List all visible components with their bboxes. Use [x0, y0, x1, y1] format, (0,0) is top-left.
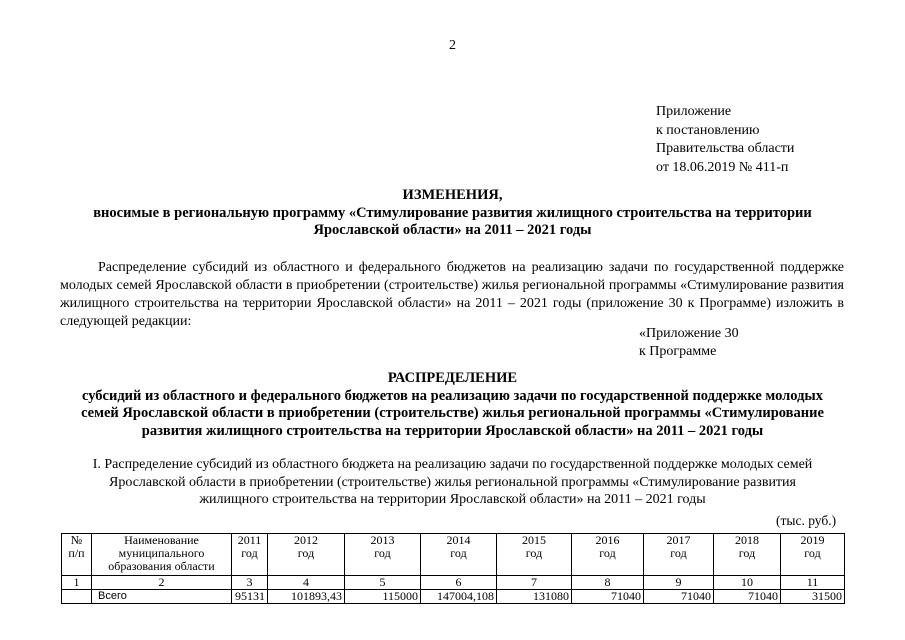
distribution-subtitle-line: семей Ярославской области в приобретении (строительстве) жилья региональной программы «Стимулирование — [81, 405, 824, 421]
value-cell: 71040 — [644, 590, 714, 604]
appendix-30-line: к Программе — [639, 344, 717, 359]
changes-title — [55, 187, 850, 240]
appendix-30-line: «Приложение 30 — [639, 326, 739, 341]
changes-heading: ИЗМЕНЕНИЯ, — [402, 187, 503, 203]
header-cell-year: 2016 год — [572, 534, 644, 576]
header-cell-year: 2012 год — [268, 534, 345, 576]
unit-label: (тыс. руб.) — [776, 513, 837, 528]
changes-subtitle-line: Ярославской области» на 2011 – 2021 годы — [313, 222, 592, 238]
value-cell: 95131 — [232, 590, 268, 604]
section-one-title — [55, 456, 850, 509]
distribution-title — [55, 370, 850, 440]
header-cell-number: № п/п — [62, 534, 92, 576]
value-cell: 115000 — [345, 590, 421, 604]
section-one-line: I. Распределение субсидий из областного бюджета на реализацию задачи по государственной поддержке молодых семей — [92, 457, 813, 472]
section-one-line: жилищного строительства на территории Ярославской области» на 2011 – 2021 годы — [199, 492, 706, 507]
appendix-line: от 18.06.2019 № 411-п — [656, 159, 789, 175]
value-cell: 131080 — [497, 590, 572, 604]
value-cell: 101893,43 — [268, 590, 345, 604]
header-cell-year: 2011 год — [232, 534, 268, 576]
appendix-30-reference — [639, 325, 739, 361]
page-number: 2 — [449, 38, 456, 53]
column-number-cell: 7 — [497, 576, 572, 590]
column-number-cell: 5 — [345, 576, 421, 590]
header-cell-year: 2019 год — [781, 534, 845, 576]
column-number-cell: 6 — [421, 576, 497, 590]
header-cell-year: 2018 год — [714, 534, 781, 576]
column-number-cell: 4 — [268, 576, 345, 590]
section-one-line: Ярославской области в приобретении (строительстве) жилья региональной программы «Стимулирование развития — [109, 474, 796, 490]
column-number-cell: 2 — [92, 576, 232, 590]
column-number-cell: 10 — [714, 576, 781, 590]
row-number-cell — [62, 590, 92, 604]
appendix-line: Приложение — [656, 104, 732, 119]
header-cell-year: 2014 год — [421, 534, 497, 576]
header-cell-name: Наименование муниципального образования области — [92, 534, 232, 576]
value-cell: 71040 — [714, 590, 781, 604]
table-row-total — [62, 590, 845, 604]
header-cell-year: 2013 год — [345, 534, 421, 576]
changes-subtitle-line: вносимые в региональную программу «Стимулирование развития жилищного строительства на территории — [93, 204, 812, 221]
column-number-cell: 1 — [62, 576, 92, 590]
value-cell: 31500 — [781, 590, 845, 604]
column-number-cell: 11 — [781, 576, 845, 590]
column-number-row — [62, 576, 845, 590]
distribution-heading: РАСПРЕДЕЛЕНИЕ — [387, 370, 518, 386]
column-number-cell: 8 — [572, 576, 644, 590]
distribution-subtitle-line: субсидий из областного и федерального бюджетов на реализацию задачи по государственной поддержке молодых — [81, 387, 823, 404]
value-cell: 147004,108 — [421, 590, 497, 604]
column-number-cell: 9 — [644, 576, 714, 590]
body-paragraph: Распределение субсидий из областного и федерального бюджетов на реализацию задачи по государственной поддержке молодых семей Ярославской области в приобретении (строительстве) жилья региональной программы «Стимулирование развития жилищного строительства на территории Ярославской области» на 2011 – 2021 годы (приложение 30 к Программе) изложить в следующей редакции: — [60, 260, 844, 329]
value-cell: 71040 — [572, 590, 644, 604]
row-label-cell: Всего — [92, 590, 232, 604]
subsidy-table — [61, 533, 845, 604]
appendix-reference — [656, 103, 794, 177]
header-cell-year: 2017 год — [644, 534, 714, 576]
table-header-row — [62, 534, 845, 576]
appendix-line: к постановлению — [656, 122, 760, 138]
column-number-cell: 3 — [232, 576, 268, 590]
appendix-line: Правительства области — [656, 141, 795, 156]
header-cell-year: 2015 год — [497, 534, 572, 576]
distribution-subtitle-line: развития жилищного строительства на территории Ярославской области» на 2011 – 2021 годы — [141, 422, 764, 439]
